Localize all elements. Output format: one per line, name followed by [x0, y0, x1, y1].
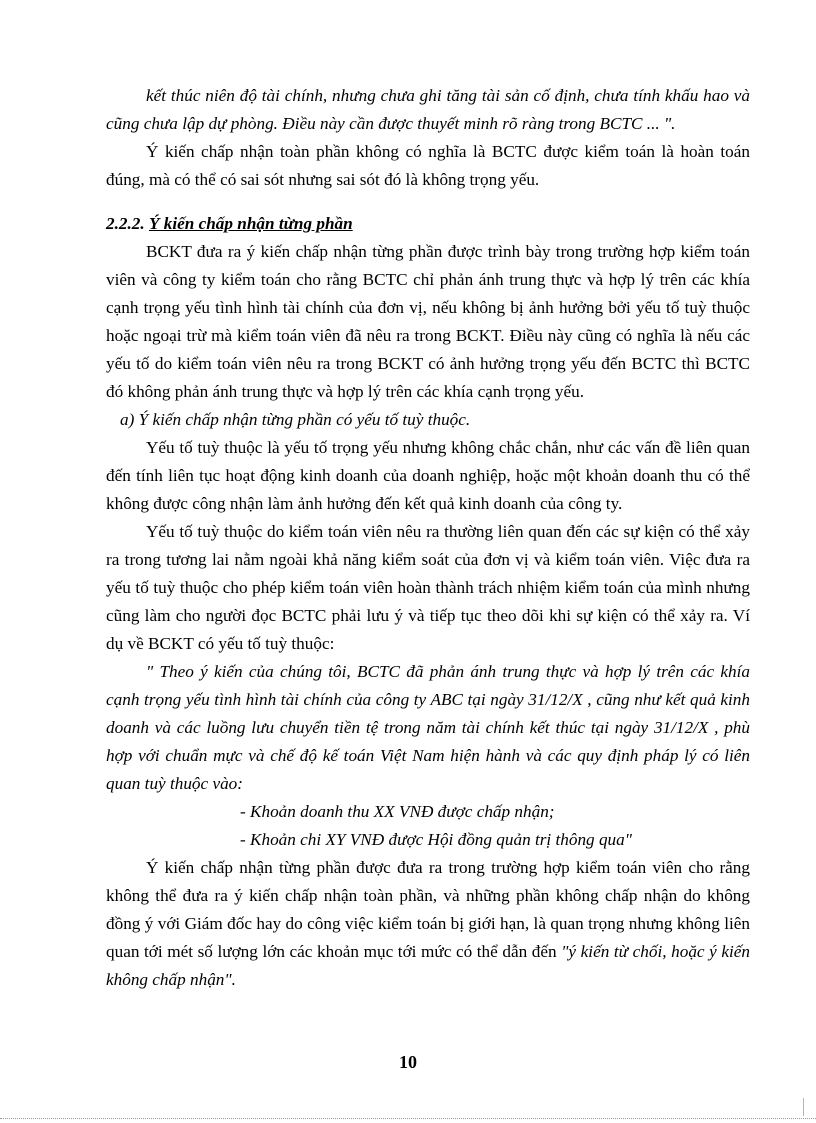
paragraph-a1: Yếu tố tuỳ thuộc là yếu tố trọng yếu nhưng không chắc chắn, như các vấn đề liên quan đến tính liên tục hoạt động kinh doanh của doanh nghiệp, hoặc một khoản doanh thu có thể không được công nhận làm ảnh hưởng đến kết quả kinh doanh của công ty.	[106, 438, 750, 513]
paragraph-full-acceptance: Ý kiến chấp nhận toàn phần không có nghĩa là BCTC được kiểm toán là hoàn toán đúng, mà có thể có sai sót nhưng sai sót đó là không trọng yếu.	[106, 142, 750, 189]
page-content	[106, 82, 750, 994]
paragraph-end-quote: "ý kiến từ chối, hoặc ý kiến không chấp nhận".	[106, 942, 750, 989]
section-title: Ý kiến chấp nhận từng phần	[148, 214, 353, 233]
quote-item: - Khoản chi XY VNĐ được Hội đồng quản trị thông qua"	[240, 830, 632, 849]
quote-item: - Khoản doanh thu XX VNĐ được chấp nhận;	[240, 802, 555, 821]
subheading-a: a) Ý kiến chấp nhận từng phần có yếu tố tuỳ thuộc.	[120, 410, 471, 429]
paragraph-end	[106, 854, 750, 994]
paragraph-end-text: Ý kiến chấp nhận từng phần được đưa ra trong trường hợp kiểm toán viên cho rằng không thể đưa ra ý kiến chấp nhận toàn phần, và những phần không chấp nhận do không đồng ý với Giám đốc hay do công việc kiểm toán bị giới hạn, là quan trọng nhưng không liên quan tới mét số lượng lớn các khoản mục tới mức có thể dẫn đến	[106, 858, 750, 961]
paragraph-continuation: kết thúc niên độ tài chính, nhưng chưa ghi tăng tài sản cố định, chưa tính khấu hao và cũng chưa lập dự phòng. Điều này cần được thuyết minh rõ ràng trong BCTC ... ".	[106, 86, 750, 133]
paragraph-a2: Yếu tố tuỳ thuộc do kiểm toán viên nêu ra thường liên quan đến các sự kiện có thể xảy ra trong tương lai nằm ngoài khả năng kiểm soát của đơn vị và kiểm toán viên. Việc đưa ra yếu tố tuỳ thuộc cho phép kiểm toán viên hoàn thành trách nhiệm kiểm toán của mình nhưng cũng làm cho người đọc BCTC phải lưu ý và tiếp tục theo dõi khi sự kiện có thể xảy ra. Ví dụ về BCKT có yếu tố tuỳ thuộc:	[106, 522, 750, 653]
paragraph-intro: BCKT đưa ra ý kiến chấp nhận từng phần được trình bày trong trường hợp kiểm toán viên và công ty kiểm toán cho rằng BCTC chỉ phản ánh trung thực và hợp lý trên các khía cạnh trọng yếu tình hình tài chính của đơn vị, nếu không bị ảnh hưởng bởi yếu tố tuỳ thuộc hoặc ngoại trừ mà kiểm toán viên đã nêu ra trong BCKT. Điều này cũng có nghĩa là nếu các yếu tố do kiểm toán viên nêu ra trong BCKT có ảnh hưởng trọng yếu đến BCTC thì BCTC đó không phản ánh trung thực và hợp lý trên các khía cạnh trọng yếu.	[106, 242, 750, 401]
page-number: 10	[399, 1052, 417, 1072]
section-heading	[106, 210, 750, 238]
footer-divider	[0, 1118, 816, 1119]
quote-paragraph: " Theo ý kiến của chúng tôi, BCTC đã phản ánh trung thực và hợp lý trên các khía cạnh trọng yếu tình hình tài chính của công ty ABC tại ngày 31/12/X , cũng như kết quả kinh doanh và các luồng lưu chuyển tiền tệ trong năm tài chính kết thúc tại ngày 31/12/X , phù hợp với chuẩn mực và chế độ kế toán Việt Nam hiện hành và các quy định pháp lý có liên quan tuỳ thuộc vào:	[106, 662, 750, 793]
section-number: 2.2.2.	[106, 214, 145, 233]
corner-mark	[803, 1098, 814, 1116]
